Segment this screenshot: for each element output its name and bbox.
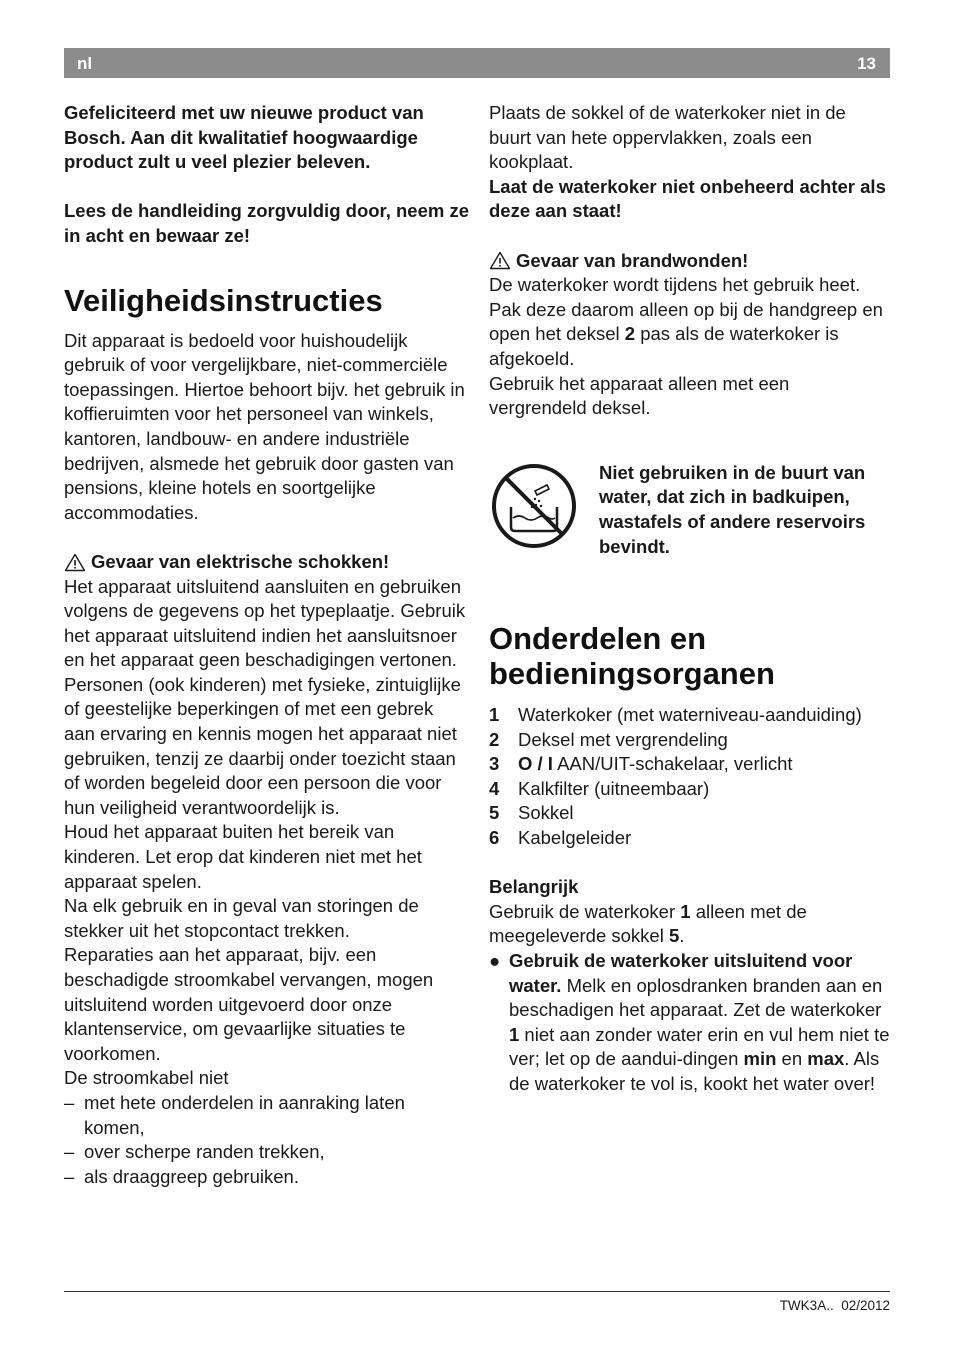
list-item: 6 Kabelgeleider xyxy=(489,827,632,849)
heading-safety: Veiligheidsinstructies xyxy=(64,282,383,318)
header-bar xyxy=(64,48,890,78)
page-number: 13 xyxy=(857,54,876,73)
locked-lid-paragraph: Gebruik het apparaat alleen met een vergrendeld deksel. xyxy=(489,372,790,419)
unattended-warning: Laat de waterkoker niet onbeheerd achter als deze aan staat! xyxy=(489,175,886,222)
left-column xyxy=(64,101,469,1189)
parts-list xyxy=(489,703,891,851)
dash-marker: – xyxy=(64,1091,75,1113)
dash-marker: – xyxy=(64,1165,75,1187)
no-water-icon xyxy=(489,461,579,551)
warning-paragraph: Het apparaat uitsluitend aansluiten en gebruiken volgens de gegevens op het typeplaatje. Gebruik het apparaat uitsluitend indien het aansluitsnoer en het apparaat geen beschadigingen vertonen. xyxy=(64,575,466,671)
footer-divider xyxy=(64,1291,890,1292)
language-code: nl xyxy=(77,54,93,73)
list-item: 1 Waterkoker (met waterniveau-aanduiding) xyxy=(489,704,862,726)
important-paragraph: Gebruik de waterkoker 1 alleen met de meegeleverde sokkel 5. xyxy=(489,900,807,947)
burns-paragraph: De waterkoker wordt tijdens het gebruik heet. Pak deze daarom alleen op bij de handgreep en open het deksel 2 pas als de waterkoker is afgekoeld. xyxy=(489,274,883,369)
warning-paragraph: Houd het apparaat buiten het bereik van kinderen. Let erop dat kinderen niet met het apparaat spelen. xyxy=(64,821,422,892)
warning-title: Gevaar van brandwonden! xyxy=(516,249,749,271)
bullet-marker: ● xyxy=(489,950,501,972)
intro-read-manual: Lees de handleiding zorgvuldig door, neem ze in acht en bewaar ze! xyxy=(64,200,470,246)
list-item: 3 O / I AAN/UIT-schakelaar, verlicht xyxy=(489,753,793,775)
list-item: – met hete onderdelen in aanraking laten komen, xyxy=(64,1091,405,1138)
warning-burns xyxy=(489,249,891,274)
warning-electric-shock xyxy=(64,550,469,575)
warning-title: Gevaar van elektrische schokken! xyxy=(91,550,390,572)
list-item: 2 Deksel met vergrendeling xyxy=(489,728,728,750)
right-column xyxy=(489,101,891,1097)
placement-paragraph: Plaats de sokkel of de waterkoker niet in de buurt van hete oppervlakken, zoals een kookplaat. xyxy=(489,102,846,173)
footer-code: TWK3A.. 02/2012 xyxy=(779,1298,890,1313)
warning-paragraph: Na elk gebruik en in geval van storingen de stekker uit het stopcontact trekken. xyxy=(64,895,419,941)
dash-marker: – xyxy=(64,1141,75,1163)
warning-triangle-icon xyxy=(489,251,511,270)
list-item: 5 Sokkel xyxy=(489,802,574,824)
important-title: Belangrijk xyxy=(489,876,579,898)
heading-parts: Onderdelen en bedieningsorganen xyxy=(489,621,775,692)
no-water-text: Niet gebruiken in de buurt van water, dat zich in badkuipen, wastafels of andere reservoirs bevindt. xyxy=(599,461,866,557)
cable-dash-list xyxy=(64,1091,469,1189)
intended-use-paragraph: Dit apparaat is bedoeld voor huishoudelijk gebruik of voor vergelijkbare, niet-commerciële toepassingen. Hiertoe behoort bijv. het gebruik in koffieruimten voor het personeel van winkels, kantoren, landbouw- en andere industriële bedrijven, alsmede het gebruik door gasten van pensions, kleine hotels en soortgelijke accommodaties. xyxy=(64,329,465,523)
no-water-notice xyxy=(489,461,891,559)
list-item: – over scherpe randen trekken, xyxy=(64,1140,469,1165)
warning-paragraph: Reparaties aan het apparaat, bijv. een beschadigde stroomkabel vervangen, mogen uitsluitend worden uitgevoerd door onze klantenservice, om gevaarlijke situaties te voorkomen. xyxy=(64,944,434,1064)
warning-triangle-icon xyxy=(64,553,86,572)
intro-congrats: Gefeliciteerd met uw nieuwe product van Bosch. Aan dit kwalitatief hoogwaardige product zult u veel plezier beleven. xyxy=(64,102,424,173)
warning-paragraph: De stroomkabel niet xyxy=(64,1067,229,1089)
list-item: 4 Kalkfilter (uitneembaar) xyxy=(489,777,710,799)
warning-paragraph: Personen (ook kinderen) met fysieke, zintuiglijke of geestelijke beperkingen of met een gebrek aan ervaring en kennis mogen het apparaat niet gebruiken, tenzij ze daarbij onder toezicht staan of worden begeleid door een persoon die voor hun veiligheid verantwoordelijk is. xyxy=(64,673,461,818)
water-only-bullet: ● Gebruik de waterkoker uitsluitend voor water. Melk en oplosdranken branden aan en beschadigen het apparaat. Zet de waterkoker 1 niet aan zonder water erin en vul hem niet te ver; let op de aandui-dingen min en max. Als de waterkoker te vol is, kookt het water over! xyxy=(489,950,890,1094)
list-item: – als draaggreep gebruiken. xyxy=(64,1165,469,1190)
